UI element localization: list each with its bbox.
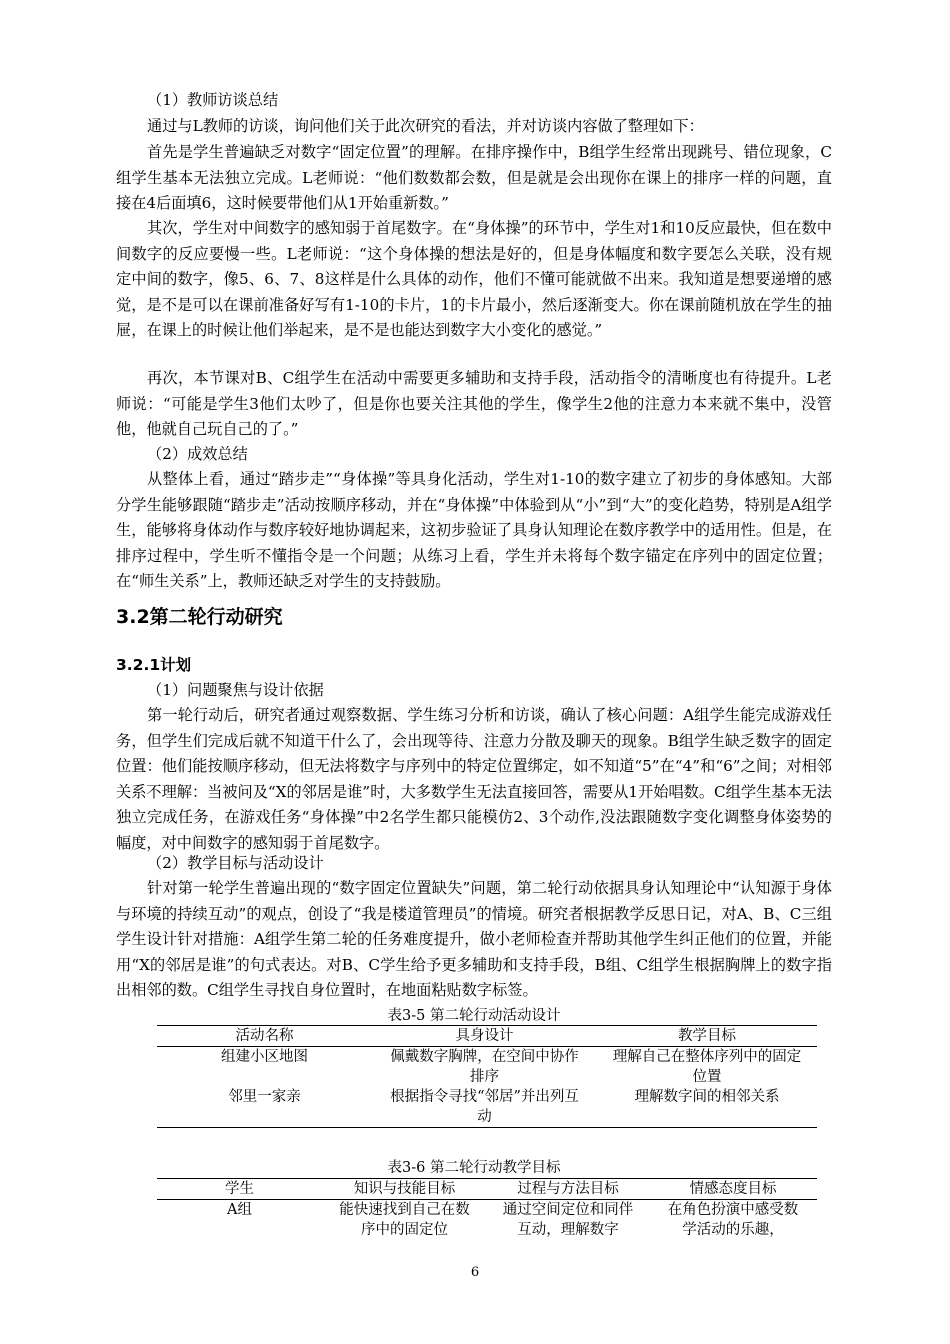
table-cell: 理解数字间的相邻关系 (634, 1089, 780, 1105)
paragraph-first-finding: 首先是学生普遍缺乏对数字“固定位置”的理解。在排序操作中，B组学生经常出现跳号、错位现象，C组学生基本无法独立完成。L老师说：“他们数数都会数，但是就是会出现你在课上的排序一样的问题，直接在4后面填6，这时候要带他们从1开始重新数。” (116, 143, 832, 212)
section-focus-title: （1）问题聚焦与设计依据 (147, 681, 324, 699)
table-cell: 组建小区地图 (221, 1049, 308, 1065)
table-cell: 在角色扮演中感受数学活动的乐趣， (667, 1202, 799, 1238)
table-3-6 (157, 1178, 817, 1240)
section-effect-title: （2）成效总结 (147, 445, 248, 463)
table-header-cell: 过程与方法目标 (487, 1179, 649, 1200)
section-interview-title: （1）教师访谈总结 (147, 91, 279, 109)
paragraph-effect-summary: 从整体上看，通过“踏步走”“身体操”等具身化活动，学生对1-10的数字建立了初步的身体感知。大部分学生能够跟随“踏步走”活动按顺序移动，并在“身体操”中体验到从“小”到“大”的变化趋势，特别是A组学生，能够将身体动作与数序较好地协调起来，这初步验证了具身认知理论在数序教学中的适用性。但是，在排序过程中，学生听不懂指令是一个问题；从练习上看，学生并未将每个数字锚定在序列中的固定位置；在“师生关系”上，教师还缺乏对学生的支持鼓励。 (116, 470, 832, 590)
section-goal-title: （2）教学目标与活动设计 (147, 854, 324, 872)
paragraph-interview-intro: 通过与L教师的访谈，询问他们关于此次研究的看法，并对访谈内容做了整理如下： (147, 117, 704, 135)
paragraph-third-finding: 再次，本节课对B、C组学生在活动中需要更多辅助和支持手段，活动指令的清晰度也有待提升。L老师说：“可能是学生3他们太吵了，但是你也要关注其他的学生，像学生2他的注意力本来就不集中，没管他，他就自己玩自己的了。” (116, 369, 832, 438)
paragraph-goal-design: 针对第一轮学生普遍出现的“数字固定位置缺失”问题，第二轮行动依据具身认知理论中“认知源于身体与环境的持续互动”的观点，创设了“我是楼道管理员”的情境。研究者根据教学反思日记，对A、B、C三组学生设计针对措施：A组学生第二轮的任务难度提升，做小老师检查并帮助其他学生纠正他们的位置，并能用“X的邻居是谁”的句式表达。对B、C学生给予更多辅助和支持手段，B组、C组学生根据胸牌上的数字指出相邻的数。C组学生寻找自身位置时，在地面粘贴数字标签。 (116, 879, 832, 999)
table-3-5-caption: 表3-5 第二轮行动活动设计 (387, 1008, 561, 1024)
table-cell: 理解自己在整体序列中的固定位置 (612, 1049, 802, 1085)
page-number: 6 (470, 1265, 480, 1280)
table-row (157, 1087, 817, 1128)
table-header-cell: 教学目标 (597, 1026, 817, 1047)
table-row (157, 1047, 817, 1088)
table-header-row (157, 1179, 817, 1200)
table-header-cell: 学生 (157, 1179, 322, 1200)
table-header-cell: 具身设计 (372, 1026, 597, 1047)
table-header-row (157, 1026, 817, 1047)
table-cell: 根据指令寻找“邻居”并出列互动 (390, 1089, 579, 1125)
table-cell: 邻里一家亲 (228, 1089, 301, 1105)
table-header-cell: 知识与技能目标 (322, 1179, 487, 1200)
table-3-6-caption: 表3-6 第二轮行动教学目标 (387, 1160, 561, 1176)
table-row (157, 1200, 817, 1241)
table-cell: 佩戴数字胸牌，在空间中协作排序 (390, 1049, 579, 1085)
table-cell: 能快速找到自己在数序中的固定位 (339, 1202, 470, 1238)
table-header-cell: 活动名称 (157, 1026, 372, 1047)
table-cell: A组 (227, 1202, 252, 1218)
table-3-5 (157, 1025, 817, 1128)
paragraph-problem-focus: 第一轮行动后，研究者通过观察数据、学生练习分析和访谈，确认了核心问题：A组学生能完成游戏任务，但学生们完成后就不知道干什么了，会出现等待、注意力分散及聊天的现象。B组学生缺乏数字的固定位置：他们能按顺序移动，但无法将数字与序列中的特定位置绑定，如不知道“5”在“4”和“6”之间；对相邻关系不理解：当被问及“X的邻居是谁”时，大多数学生无法直接回答，需要从1开始唱数。C组学生基本无法独立完成任务，在游戏任务“身体操”中2名学生都只能模仿2、3个动作,没法跟随数字变化调整身体姿势的幅度，对中间数字的感知弱于首尾数字。 (116, 706, 832, 852)
paragraph-second-finding: 其次，学生对中间数字的感知弱于首尾数字。在“身体操”的环节中，学生对1和10反应最快，但在数中间数字的反应要慢一些。L老师说：“这个身体操的想法是好的，但是身体幅度和数字要怎么关联，没有规定中间的数字，像5、6、7、8这样是什么具体的动作，他们不懂可能就做不出来。我知道是想要递增的感觉，是不是可以在课前准备好写有1-10的卡片，1的卡片最小，然后逐渐变大。你在课前随机放在学生的抽屉，在课上的时候让他们举起来，是不是也能达到数字大小变化的感觉。” (116, 219, 832, 339)
table-header-cell: 情感态度目标 (649, 1179, 817, 1200)
heading-3-2: 3.2第二轮行动研究 (116, 606, 283, 628)
heading-3-2-1: 3.2.1计划 (116, 656, 192, 674)
table-cell: 通过空间定位和同伴互动，理解数字 (502, 1202, 634, 1238)
